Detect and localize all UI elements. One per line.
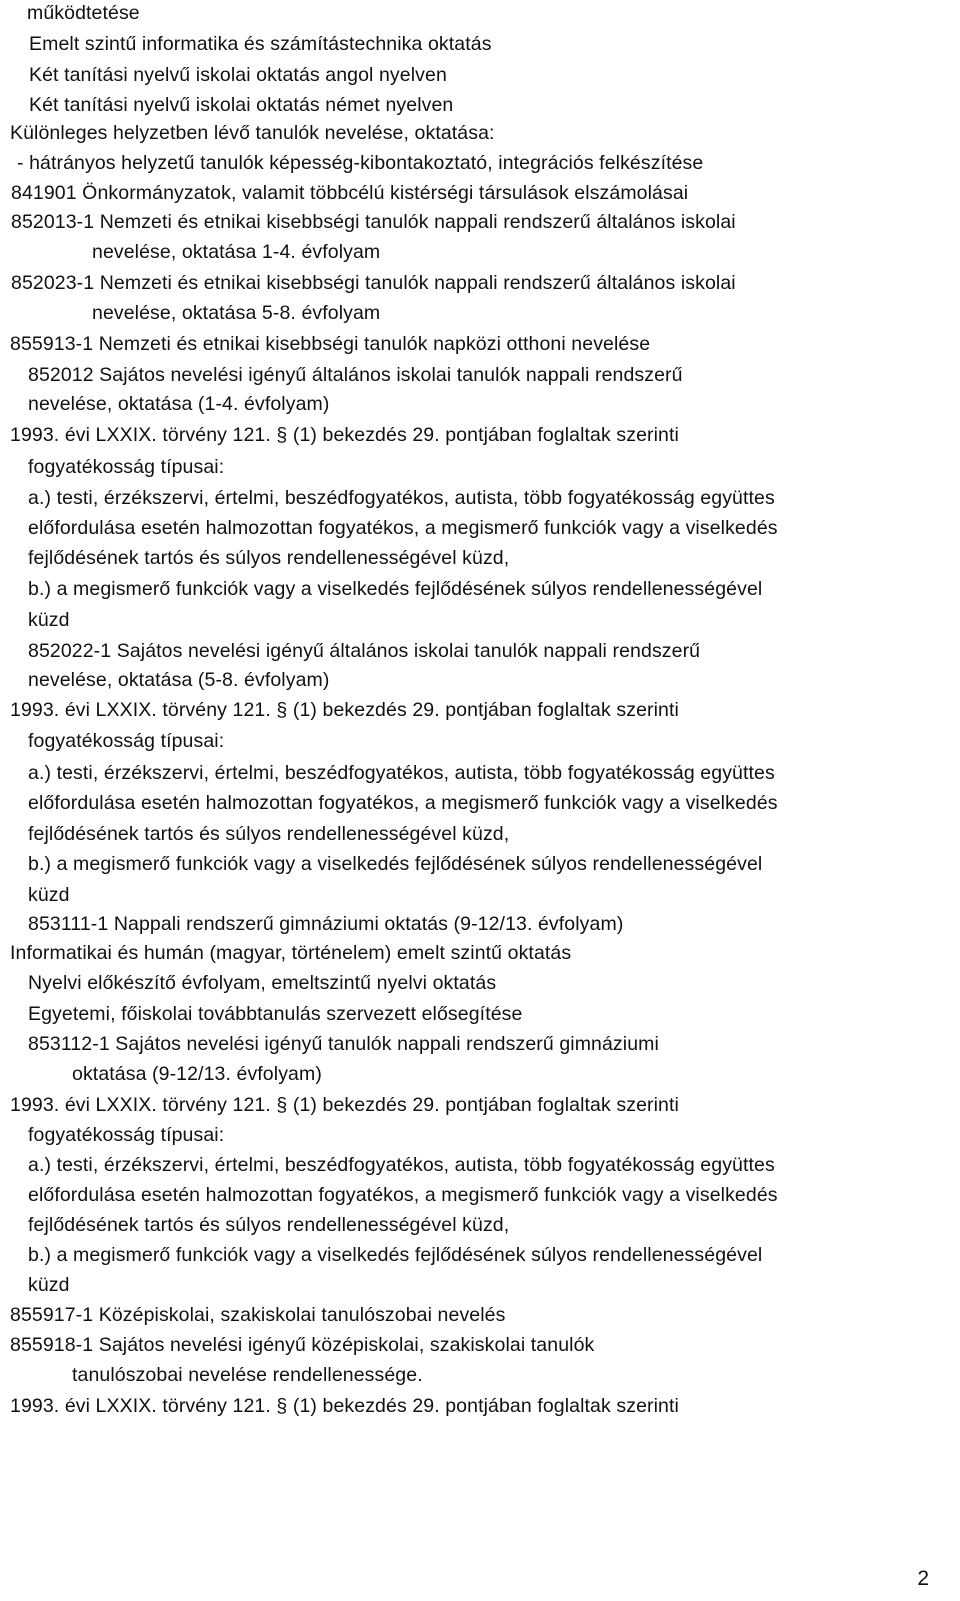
text-line: fogyatékosság típusai: <box>28 1124 225 1146</box>
text-line: oktatása (9-12/13. évfolyam) <box>72 1063 322 1085</box>
text-line: - hátrányos helyzetű tanulók képesség-kibontakoztató, integrációs felkészítése <box>17 152 704 174</box>
text-line: a.) testi, érzékszervi, értelmi, beszédfogyatékos, autista, több fogyatékosság együttes <box>28 762 775 784</box>
text-line: nevelése, oktatása (1-4. évfolyam) <box>28 393 330 415</box>
text-line: Két tanítási nyelvű iskolai oktatás német nyelven <box>29 94 454 116</box>
text-line: Különleges helyzetben lévő tanulók nevelése, oktatása: <box>10 122 495 144</box>
text-line: a.) testi, érzékszervi, értelmi, beszédfogyatékos, autista, több fogyatékosság együttes <box>28 487 775 509</box>
text-line: működtetése <box>27 2 140 24</box>
text-line: 852023-1 Nemzeti és etnikai kisebbségi tanulók nappali rendszerű általános iskolai <box>11 272 736 294</box>
text-line: 1993. évi LXXIX. törvény 121. § (1) bekezdés 29. pontjában foglaltak szerinti <box>10 1395 679 1417</box>
text-line: b.) a megismerő funkciók vagy a viselkedés fejlődésének súlyos rendellenességével <box>28 578 763 600</box>
text-line: küzd <box>28 1274 70 1296</box>
text-line: 1993. évi LXXIX. törvény 121. § (1) bekezdés 29. pontjában foglaltak szerinti <box>10 699 679 721</box>
text-line: nevelése, oktatása 5-8. évfolyam <box>92 302 381 324</box>
text-line: fejlődésének tartós és súlyos rendellenességével küzd, <box>28 1214 510 1236</box>
text-line: Informatikai és humán (magyar, történelem) emelt szintű oktatás <box>10 942 572 964</box>
text-line: fogyatékosság típusai: <box>28 456 225 478</box>
text-line: előfordulása esetén halmozottan fogyatékos, a megismerő funkciók vagy a viselkedés <box>28 792 778 814</box>
text-line: a.) testi, érzékszervi, értelmi, beszédfogyatékos, autista, több fogyatékosság együttes <box>28 1154 775 1176</box>
text-line: fogyatékosság típusai: <box>28 730 225 752</box>
page-number: 2 <box>917 1567 929 1590</box>
text-line: előfordulása esetén halmozottan fogyatékos, a megismerő funkciók vagy a viselkedés <box>28 517 778 539</box>
text-line: 855917-1 Középiskolai, szakiskolai tanulószobai nevelés <box>10 1304 506 1326</box>
text-line: nevelése, oktatása (5-8. évfolyam) <box>28 669 330 691</box>
text-line: b.) a megismerő funkciók vagy a viselkedés fejlődésének súlyos rendellenességével <box>28 1244 763 1266</box>
text-line: 855913-1 Nemzeti és etnikai kisebbségi tanulók napközi otthoni nevelése <box>10 333 651 355</box>
text-line: fejlődésének tartós és súlyos rendellenességével küzd, <box>28 823 510 845</box>
text-line: küzd <box>28 884 70 906</box>
text-line: 855918-1 Sajátos nevelési igényű középiskolai, szakiskolai tanulók <box>10 1334 595 1356</box>
text-line: 853111-1 Nappali rendszerű gimnáziumi oktatás (9-12/13. évfolyam) <box>28 913 624 935</box>
text-line: Egyetemi, főiskolai továbbtanulás szervezett elősegítése <box>28 1003 523 1025</box>
text-line: nevelése, oktatása 1-4. évfolyam <box>92 241 381 263</box>
text-line: 852012 Sajátos nevelési igényű általános iskolai tanulók nappali rendszerű <box>28 364 683 386</box>
text-line: 1993. évi LXXIX. törvény 121. § (1) bekezdés 29. pontjában foglaltak szerinti <box>10 424 679 446</box>
text-line: Emelt szintű informatika és számítástechnika oktatás <box>29 33 492 55</box>
text-line: 852013-1 Nemzeti és etnikai kisebbségi tanulók nappali rendszerű általános iskolai <box>11 211 736 233</box>
text-line: Nyelvi előkészítő évfolyam, emeltszintű nyelvi oktatás <box>28 972 497 994</box>
text-line: 1993. évi LXXIX. törvény 121. § (1) bekezdés 29. pontjában foglaltak szerinti <box>10 1094 679 1116</box>
text-line: 841901 Önkormányzatok, valamit többcélú kistérségi társulások elszámolásai <box>11 182 689 204</box>
text-line: előfordulása esetén halmozottan fogyatékos, a megismerő funkciók vagy a viselkedés <box>28 1184 778 1206</box>
text-line: 852022-1 Sajátos nevelési igényű általános iskolai tanulók nappali rendszerű <box>28 640 701 662</box>
text-line: 853112-1 Sajátos nevelési igényű tanulók nappali rendszerű gimnáziumi <box>28 1033 659 1055</box>
text-line: fejlődésének tartós és súlyos rendellenességével küzd, <box>28 547 510 569</box>
text-line: tanulószobai nevelése rendellenessége. <box>72 1364 423 1386</box>
text-line: küzd <box>28 609 70 631</box>
text-line: Két tanítási nyelvű iskolai oktatás angol nyelven <box>29 64 447 86</box>
text-line: b.) a megismerő funkciók vagy a viselkedés fejlődésének súlyos rendellenességével <box>28 853 763 875</box>
